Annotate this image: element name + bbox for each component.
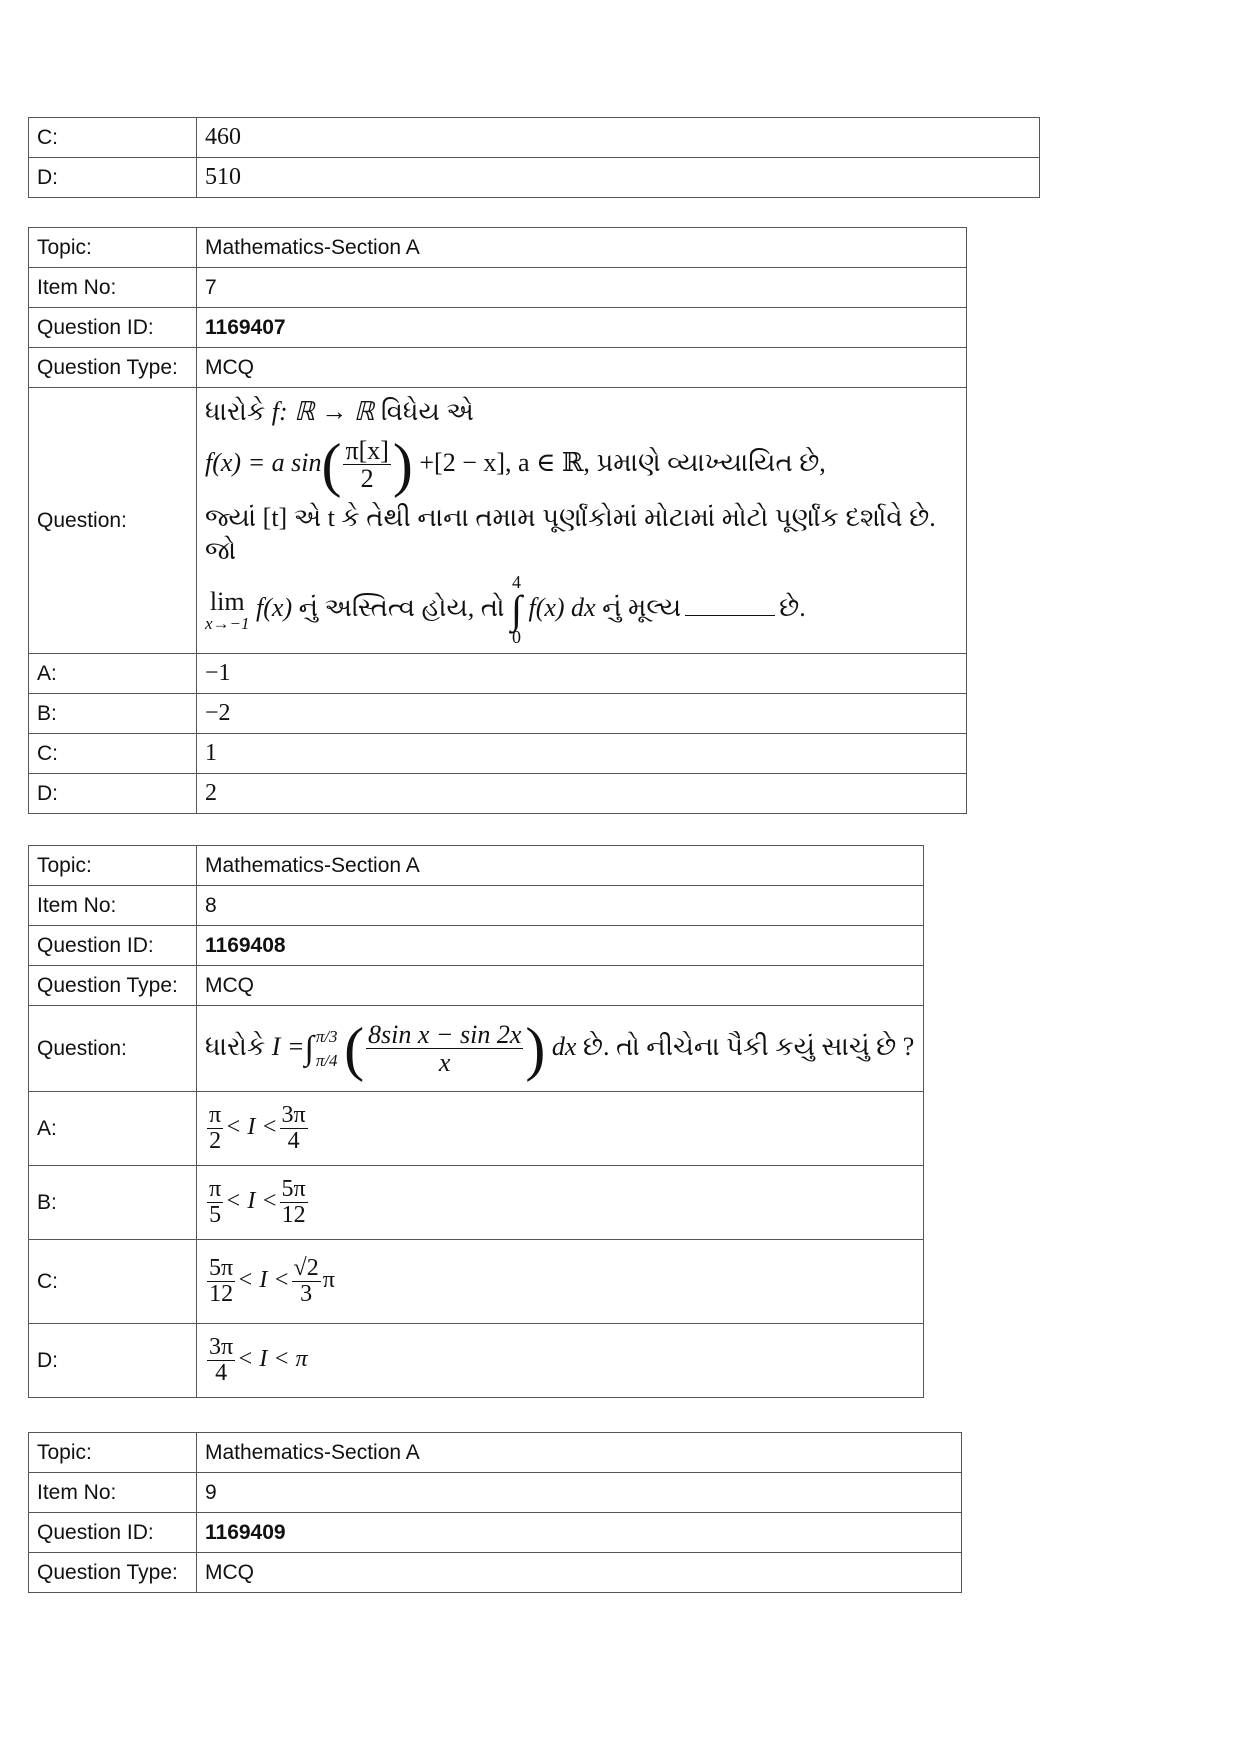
option-c-label: C: (29, 118, 197, 158)
question-id-label: Question ID: (29, 926, 197, 966)
question-type-row (29, 348, 967, 388)
fraction: $\frac{\text{8sin x − sin 2x}}{x}$ (368, 1019, 522, 1077)
option-d-value: $\frac{3\pi}{4}$ < I < π (197, 1324, 924, 1398)
question-8-table (28, 845, 924, 1398)
option-a-label: A: (29, 654, 197, 694)
topic-label: Topic: (29, 228, 197, 268)
prev-question-options-table (28, 117, 1040, 198)
item-no-label: Item No: (29, 886, 197, 926)
item-no-row (29, 1473, 962, 1513)
question-line-2: f(x) = a sin( $\frac{\pi[x]}{2}$ ) +[2 − x], a ∈ ℝ, પ્રમાણે વ્યાખ્યાયિત છે, (205, 431, 826, 498)
question-label: Question: (29, 388, 197, 654)
question-type-value: MCQ (197, 966, 924, 1006)
question-id-row (29, 1513, 962, 1553)
option-a-row (29, 1092, 924, 1166)
item-no-label: Item No: (29, 268, 197, 308)
question-type-label: Question Type: (29, 348, 197, 388)
option-b-value: −2 (197, 694, 967, 734)
item-no-label: Item No: (29, 1473, 197, 1513)
item-no-value: 7 (197, 268, 967, 308)
option-c-row (29, 734, 967, 774)
option-b-row (29, 1166, 924, 1240)
question-row (29, 388, 967, 654)
option-c-value: $\frac{5\pi}{12}$ < I < $\frac{√2}{3}$ π (197, 1240, 924, 1324)
option-a-label: A: (29, 1092, 197, 1166)
question-id-row (29, 308, 967, 348)
question-type-value: MCQ (197, 1553, 962, 1593)
option-d-label: D: (29, 1324, 197, 1398)
option-b-label: B: (29, 694, 197, 734)
question-id-value: 1169408 (197, 926, 924, 966)
option-d-value: 2 (197, 774, 967, 814)
item-no-value: 8 (197, 886, 924, 926)
option-d-row (29, 1324, 924, 1398)
option-a-value: $\frac{\pi}{2}$ < I < $\frac{3\pi}{4}$ (197, 1092, 924, 1166)
question-label: Question: (29, 1006, 197, 1092)
question-id-label: Question ID: (29, 308, 197, 348)
option-a-value: −1 (197, 654, 967, 694)
integral-sign: ∫ (304, 1029, 314, 1067)
topic-value: Mathematics-Section A (197, 1433, 962, 1473)
option-c-value: 1 (197, 734, 967, 774)
topic-value: Mathematics-Section A (197, 228, 967, 268)
item-no-row (29, 886, 924, 926)
question-7-table (28, 227, 967, 814)
option-b-label: B: (29, 1166, 197, 1240)
topic-row (29, 846, 924, 886)
limit-expression: lim x→−1 (205, 586, 250, 633)
option-c-label: C: (29, 1240, 197, 1324)
item-no-value: 9 (197, 1473, 962, 1513)
question-id-value: 1169407 (197, 308, 967, 348)
fraction: $\frac{\pi[x]}{2}$ (345, 435, 389, 493)
question-type-value: MCQ (197, 348, 967, 388)
topic-value: Mathematics-Section A (197, 846, 924, 886)
question-line-1: ધારોકે f: ℝ → ℝ વિધેય એ (205, 396, 474, 426)
topic-label: Topic: (29, 1433, 197, 1473)
question-id-label: Question ID: (29, 1513, 197, 1553)
answer-blank (685, 615, 775, 616)
question-text: ધારોકે I =∫ π/3 π/4 ( $\frac{\text{8sin x − sin 2x}}{x}$ ) dx છે. તો નીચેના પૈકી કયું સાચું છે ? (197, 1006, 924, 1092)
question-type-row (29, 966, 924, 1006)
integral-sign: 4 ∫ 0 (511, 572, 522, 648)
option-row (29, 158, 1040, 198)
question-type-label: Question Type: (29, 966, 197, 1006)
option-d-value: 510 (197, 158, 1040, 198)
option-b-row (29, 694, 967, 734)
question-line-4: lim x→−1 f(x) નું અસ્તિત્વ હોય, તો 4 ∫ 0 f(x) dx નું મૂલ્ય છે. (205, 572, 806, 648)
topic-row (29, 1433, 962, 1473)
option-a-row (29, 654, 967, 694)
option-c-row (29, 1240, 924, 1324)
option-c-value: 460 (197, 118, 1040, 158)
integral-limits: π/3 π/4 (315, 1026, 338, 1070)
option-b-value: $\frac{\pi}{5}$ < I < $\frac{5\pi}{12}$ (197, 1166, 924, 1240)
topic-row (29, 228, 967, 268)
option-c-label: C: (29, 734, 197, 774)
question-id-row (29, 926, 924, 966)
question-id-value: 1169409 (197, 1513, 962, 1553)
item-no-row (29, 268, 967, 308)
question-9-table (28, 1432, 962, 1593)
question-type-label: Question Type: (29, 1553, 197, 1593)
question-type-row (29, 1553, 962, 1593)
question-row (29, 1006, 924, 1092)
option-d-row (29, 774, 967, 814)
question-text (197, 388, 967, 654)
option-row (29, 118, 1040, 158)
topic-label: Topic: (29, 846, 197, 886)
question-line-3: જ્યાં [t] એ t કે તેથી નાના તમામ પૂર્ણાંકોમાં મોટામાં મોટો પૂર્ણાંક દર્શાવે છે. જો (205, 502, 936, 566)
option-d-label: D: (29, 158, 197, 198)
option-d-label: D: (29, 774, 197, 814)
